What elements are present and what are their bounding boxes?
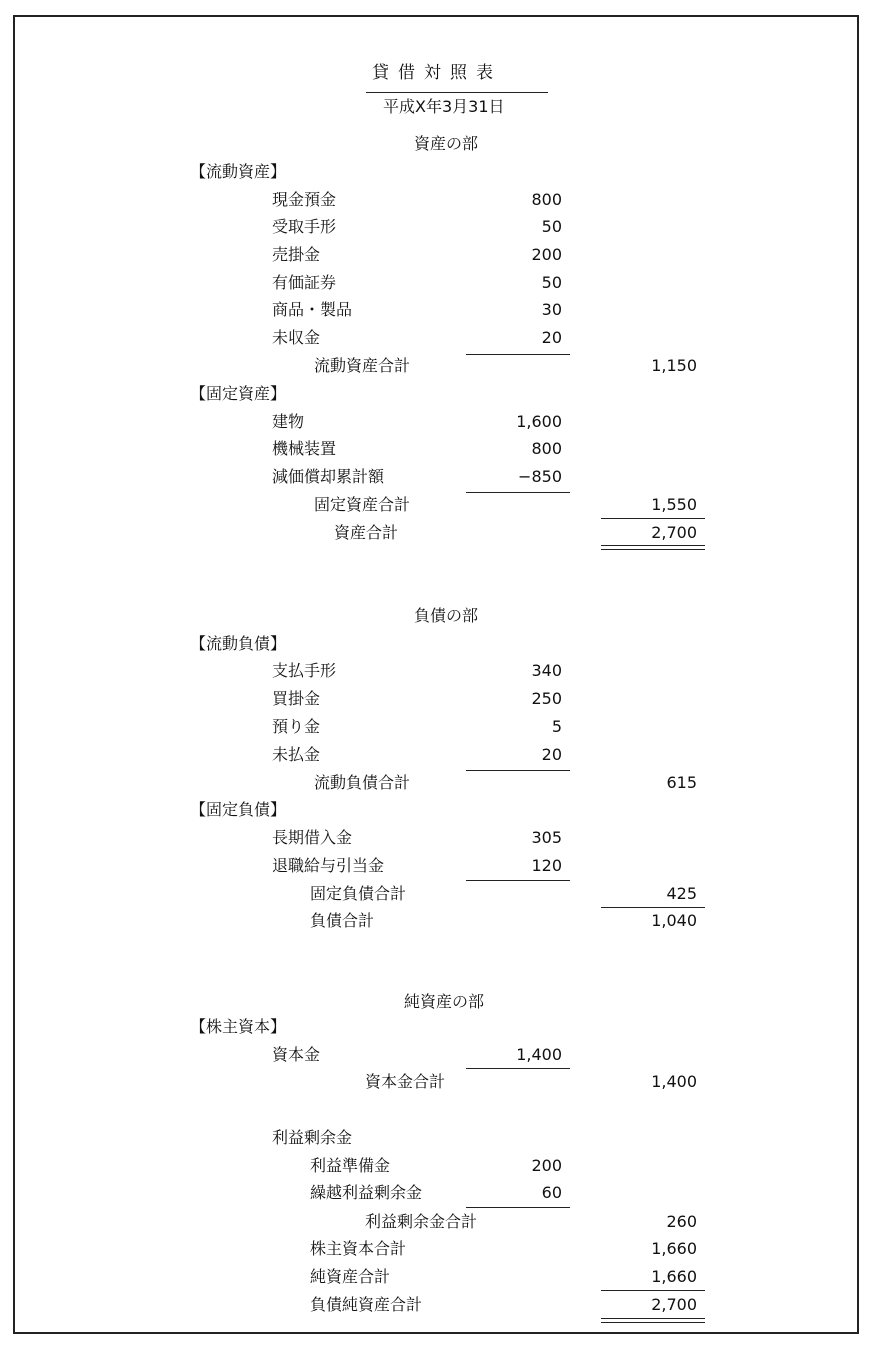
line-item-value: 200 (531, 1156, 562, 1175)
line-item-label: 売掛金 (272, 245, 321, 264)
subtotal-label: 固定資産合計 (314, 495, 411, 514)
line-item-label: 機械装置 (272, 439, 337, 458)
total-value: 1,040 (651, 911, 697, 930)
line-item-value: −850 (518, 467, 562, 486)
line-item-label: 現金預金 (272, 190, 337, 209)
line-item-label: 長期借入金 (272, 828, 353, 847)
shareholders-equity-heading: 【株主資本】 (190, 1017, 287, 1036)
line-item-label: 繰越利益剰余金 (310, 1183, 423, 1202)
subtotal-rule (466, 1068, 570, 1069)
line-item-label: 受取手形 (272, 217, 337, 236)
line-item-label: 預り金 (272, 717, 321, 736)
current-assets-heading: 【流動資産】 (190, 162, 287, 181)
line-item-label: 建物 (272, 412, 305, 431)
line-item-value: 50 (541, 273, 562, 292)
retained-earnings-heading: 利益剰余金 (272, 1128, 353, 1147)
line-item-value: 800 (531, 439, 562, 458)
line-item-value: 200 (531, 245, 562, 264)
total-rule (601, 1290, 705, 1291)
subtotal-rule (466, 492, 570, 493)
subtotal-label: 流動資産合計 (314, 356, 411, 375)
line-item-value: 50 (541, 217, 562, 236)
subtotal-rule (466, 880, 570, 881)
line-item-value: 1,600 (516, 412, 562, 431)
line-item-value: 250 (531, 689, 562, 708)
liabilities-section-title: 負債の部 (414, 606, 479, 625)
line-item-value: 1,400 (516, 1045, 562, 1064)
subtotal-label: 資本金合計 (365, 1072, 446, 1091)
subtotal-value: 1,400 (651, 1072, 697, 1091)
line-item-value: 20 (541, 328, 562, 347)
line-item-value: 60 (541, 1183, 562, 1202)
current-liabilities-heading: 【流動負債】 (190, 634, 287, 653)
assets-section-title: 資産の部 (414, 134, 479, 153)
line-item-value: 305 (531, 828, 562, 847)
total-rule (601, 518, 705, 519)
grand-total-value: 2,700 (651, 1295, 697, 1314)
total-value: 2,700 (651, 523, 697, 542)
line-item-label: 支払手形 (272, 661, 337, 680)
double-rule (601, 545, 705, 550)
subtotal-rule (466, 1207, 570, 1208)
line-item-label: 利益準備金 (310, 1156, 391, 1175)
line-item-value: 5 (551, 717, 562, 736)
document-date: 平成X年3月31日 (383, 97, 505, 116)
line-item-label: 未払金 (272, 745, 321, 764)
subtotal-value: 260 (666, 1212, 697, 1231)
subtotal-rule (466, 770, 570, 771)
total-value: 1,660 (651, 1267, 697, 1286)
subtotal-label: 利益剰余金合計 (365, 1212, 478, 1231)
line-item-label: 未収金 (272, 328, 321, 347)
line-item-label: 資本金 (272, 1045, 321, 1064)
line-item-value: 120 (531, 856, 562, 875)
line-item-value: 800 (531, 190, 562, 209)
subtotal-value: 1,550 (651, 495, 697, 514)
total-label: 負債合計 (310, 911, 375, 930)
total-label: 株主資本合計 (310, 1239, 407, 1258)
subtotal-value: 1,150 (651, 356, 697, 375)
line-item-label: 有価証券 (272, 273, 337, 292)
line-item-value: 20 (541, 745, 562, 764)
fixed-liabilities-heading: 【固定負債】 (190, 800, 287, 819)
line-item-label: 買掛金 (272, 689, 321, 708)
subtotal-label: 固定負債合計 (310, 884, 407, 903)
line-item-label: 商品・製品 (272, 300, 353, 319)
line-item-value: 30 (541, 300, 562, 319)
balance-sheet-page (13, 15, 859, 1334)
line-item-value: 340 (531, 661, 562, 680)
total-value: 1,660 (651, 1239, 697, 1258)
grand-total-label: 負債純資産合計 (310, 1295, 423, 1314)
subtotal-label: 流動負債合計 (314, 773, 411, 792)
line-item-label: 減価償却累計額 (272, 467, 385, 486)
total-label: 純資産合計 (310, 1267, 391, 1286)
subtotal-value: 615 (666, 773, 697, 792)
total-label: 資産合計 (334, 523, 399, 542)
title-underline (366, 92, 548, 93)
fixed-assets-heading: 【固定資産】 (190, 384, 287, 403)
total-rule (601, 907, 705, 908)
line-item-label: 退職給与引当金 (272, 856, 385, 875)
document-title: 貸借対照表 (372, 63, 502, 83)
equity-section-title: 純資産の部 (404, 992, 485, 1011)
subtotal-value: 425 (666, 884, 697, 903)
double-rule (601, 1318, 705, 1323)
subtotal-rule (466, 354, 570, 355)
